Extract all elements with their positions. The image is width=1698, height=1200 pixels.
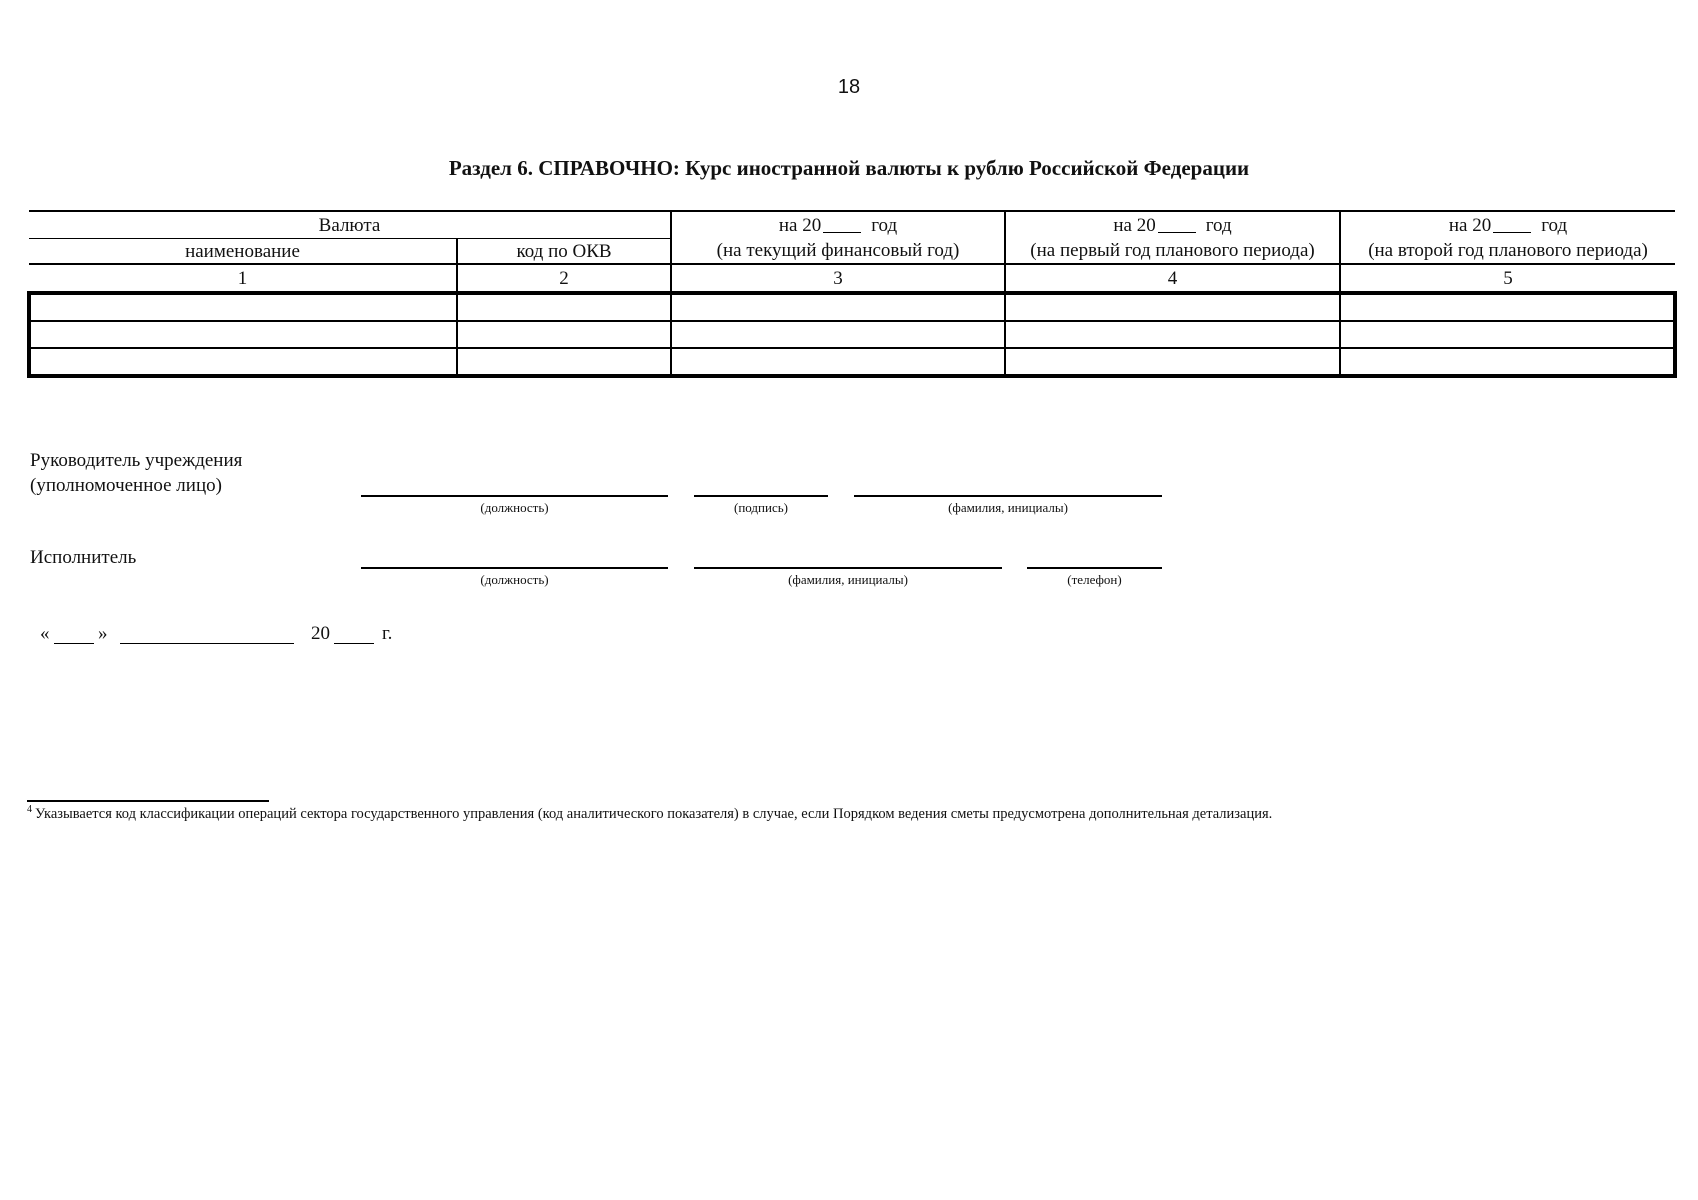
table-cell[interactable]	[1005, 293, 1340, 321]
table-cell[interactable]	[1340, 321, 1675, 348]
col4-year-header: на 20 год	[1005, 211, 1340, 239]
col3-subheader: (на текущий финансовый год)	[671, 239, 1005, 265]
table-cell[interactable]	[671, 348, 1005, 376]
table-row	[29, 293, 1675, 321]
table-cell[interactable]	[457, 293, 671, 321]
table-cell[interactable]	[29, 293, 457, 321]
date-year-suffix: г.	[382, 623, 393, 644]
table-cell[interactable]	[1005, 348, 1340, 376]
table-row	[29, 321, 1675, 348]
head-name-caption: (фамилия, инициалы)	[948, 500, 1068, 515]
table-cell[interactable]	[29, 348, 457, 376]
page-number: 18	[837, 76, 861, 98]
table-cell[interactable]	[457, 321, 671, 348]
column-numbers-row	[29, 264, 1675, 293]
year-blank	[1158, 232, 1196, 233]
head-label: Руководитель учреждения (уполномоченное лицо)	[30, 450, 243, 496]
executor-phone-line[interactable]	[1027, 567, 1162, 569]
footnote-text: Указывается код классификации операций сектора государственного управления (код аналитического показателя) в случае, если Порядком ведения сметы предусмотрена дополнительная детализация.	[35, 805, 1273, 822]
head-position-caption: (должность)	[480, 500, 549, 515]
date-month-line[interactable]	[120, 643, 294, 644]
column-number: 1	[237, 267, 248, 289]
head-position-line[interactable]	[361, 495, 668, 497]
table-cell[interactable]	[1340, 293, 1675, 321]
currency-header: Валюта	[29, 211, 671, 239]
column-number: 4	[1005, 264, 1340, 293]
date-year-prefix: 20	[311, 623, 330, 644]
table-header-row	[29, 211, 1675, 239]
table-cell[interactable]	[671, 293, 1005, 321]
table-cell[interactable]	[457, 348, 671, 376]
date-year-line[interactable]	[334, 643, 374, 644]
col-code-header: код по ОКВ	[457, 239, 671, 265]
date-close-quote: »	[98, 623, 108, 644]
executor-label: Исполнитель	[30, 547, 137, 568]
date-day-line[interactable]	[54, 643, 94, 644]
table-cell[interactable]	[1005, 321, 1340, 348]
currency-rates-table	[27, 210, 1677, 378]
executor-name-line[interactable]	[694, 567, 1002, 569]
footnote-marker: 4	[27, 804, 32, 815]
head-name-line[interactable]	[854, 495, 1162, 497]
year-blank	[1493, 232, 1531, 233]
date-open-quote: «	[40, 623, 50, 644]
footnote-rule	[27, 800, 269, 802]
executor-position-caption: (должность)	[480, 572, 549, 587]
head-signature-line[interactable]	[694, 495, 828, 497]
table-cell[interactable]	[671, 321, 1005, 348]
section-title: Раздел 6. СПРАВОЧНО: Курс иностранной валюты к рублю Российской Федерации	[448, 156, 1250, 180]
col-name-header: наименование	[29, 239, 457, 265]
footnote	[27, 804, 1272, 823]
column-number: 3	[671, 264, 1005, 293]
column-number: 5	[1340, 264, 1675, 293]
col4-subheader: (на первый год планового периода)	[1005, 239, 1340, 265]
column-number: 2	[457, 264, 671, 293]
executor-name-caption: (фамилия, инициалы)	[788, 572, 908, 587]
col3-year-header: на 20 год	[671, 211, 1005, 239]
year-blank	[823, 232, 861, 233]
table-row	[29, 348, 1675, 376]
col5-subheader: (на второй год планового периода)	[1340, 239, 1675, 265]
executor-position-line[interactable]	[361, 567, 668, 569]
table-cell[interactable]	[29, 321, 457, 348]
col5-year-header: на 20 год	[1340, 211, 1675, 239]
head-signature-caption: (подпись)	[734, 500, 788, 515]
table-subheader-row	[29, 239, 1675, 265]
table-cell[interactable]	[1340, 348, 1675, 376]
executor-phone-caption: (телефон)	[1067, 572, 1122, 587]
